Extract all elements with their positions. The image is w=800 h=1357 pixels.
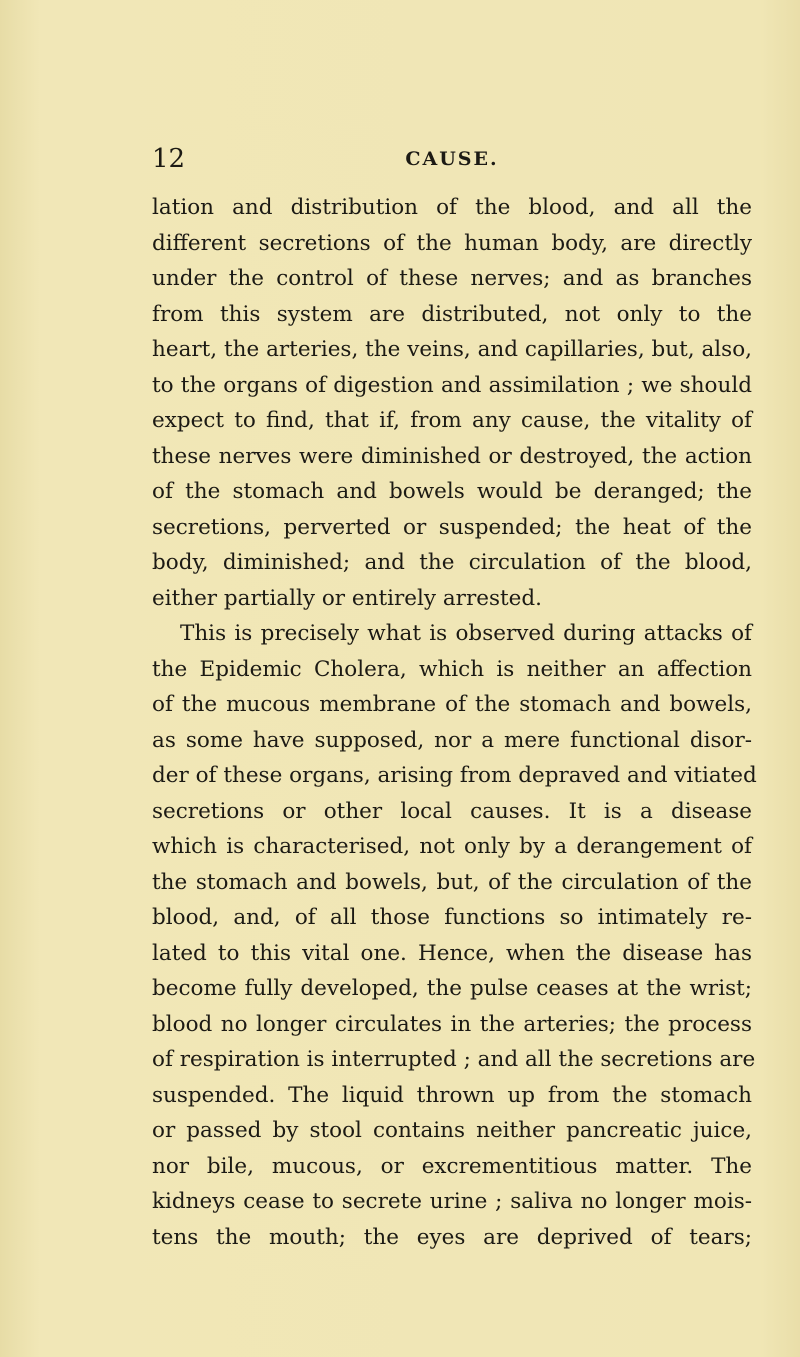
text-line: of the mucous membrane of the stomach and bowels, <box>152 692 752 717</box>
body-text <box>152 190 757 1255</box>
running-title: CAUSE. <box>405 148 499 170</box>
text-line: lated to this vital one. Hence, when the disease has <box>152 940 752 966</box>
text-line: nor bile, mucous, or excrementitious matter. The <box>152 1153 752 1179</box>
text-line: secretions or other local causes. It is a disease <box>152 798 752 824</box>
text-line: lation and distribution of the blood, and all the <box>152 195 752 220</box>
page-number: 12 <box>152 144 186 174</box>
text-line: which is characterised, not only by a derangement of <box>152 834 752 859</box>
text-line: under the control of these nerves; and as branches <box>152 266 752 291</box>
text-line: blood, and, of all those functions so intimately re- <box>152 905 752 930</box>
text-line: of respiration is interrupted ; and all the secretions are <box>152 1047 756 1072</box>
text-line: This is precisely what is observed during attacks of <box>180 621 752 646</box>
text-line: different secretions of the human body, are directly <box>152 230 752 256</box>
text-line: from this system are distributed, not only to the <box>152 301 752 327</box>
text-line: tens the mouth; the eyes are deprived of tears; <box>152 1224 752 1250</box>
text-line: of the stomach and bowels would be deranged; the <box>152 479 752 504</box>
text-line: secretions, perverted or suspended; the heat of the <box>152 514 752 540</box>
text-line: body, diminished; and the circulation of the blood, <box>152 550 752 575</box>
text-line: or passed by stool contains neither pancreatic juice, <box>152 1118 752 1143</box>
text-line: der of these organs, arising from depraved and vitiated <box>152 763 757 788</box>
text-line: the Epidemic Cholera, which is neither an affection <box>152 656 752 682</box>
text-line: expect to find, that if, from any cause, the vitality of <box>152 408 752 433</box>
text-line: the stomach and bowels, but, of the circulation of the <box>152 869 752 895</box>
text-line: kidneys cease to secrete urine ; saliva no longer mois- <box>152 1189 752 1214</box>
text-line: blood no longer circulates in the arteries; the process <box>152 1011 752 1037</box>
text-line: become fully developed, the pulse ceases at the wrist; <box>152 976 752 1001</box>
text-line: either partially or entirely arrested. <box>152 585 542 611</box>
text-line: these nerves were diminished or destroyed, the action <box>152 443 752 469</box>
text-line: as some have supposed, nor a mere functional disor- <box>152 727 752 753</box>
text-line: to the organs of digestion and assimilation ; we should <box>152 372 752 398</box>
text-line: heart, the arteries, the veins, and capillaries, but, also, <box>152 337 752 362</box>
text-line: suspended. The liquid thrown up from the stomach <box>152 1082 752 1108</box>
running-head <box>152 142 752 176</box>
